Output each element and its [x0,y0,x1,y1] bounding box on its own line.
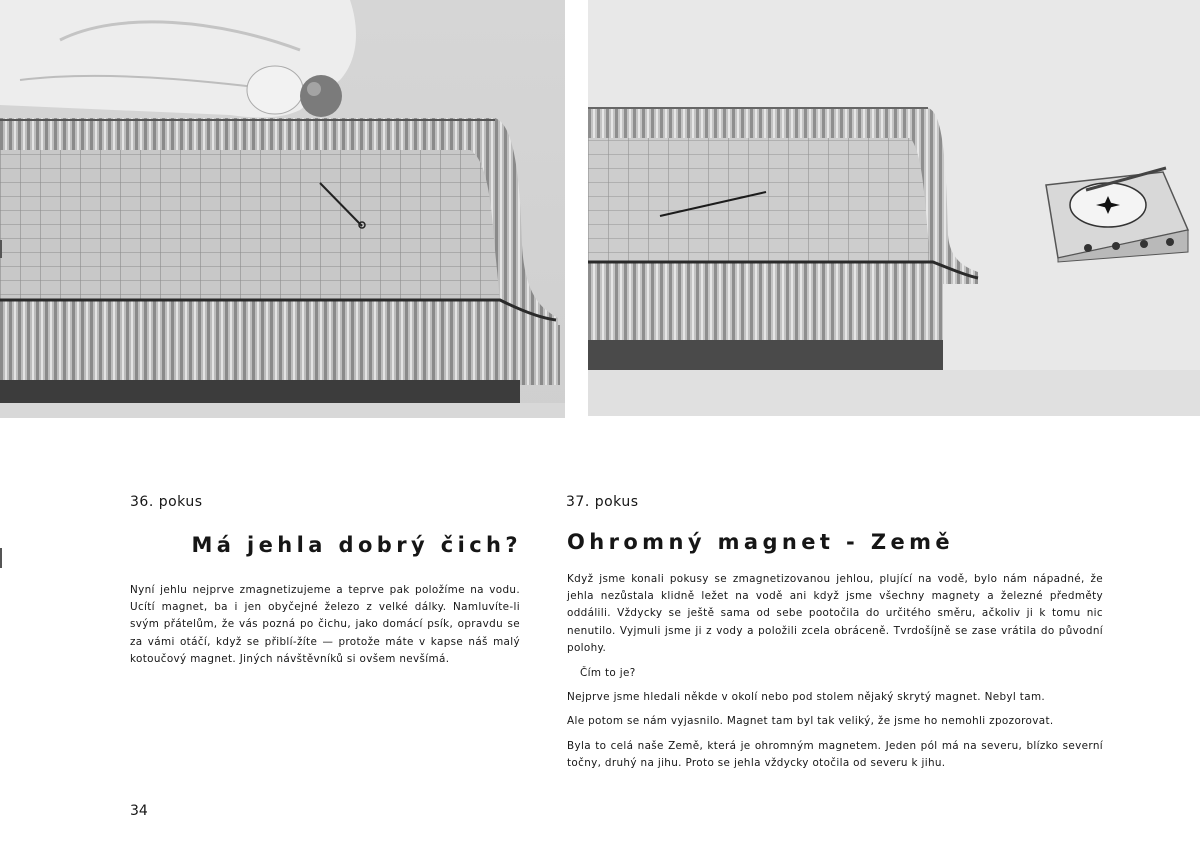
paragraph: Když jsme konali pokusy se zmagnetizovanou jehlou, plující na vodě, bylo nám nápadné, že jehla nezůstala klidně ležet na vodě ani když jsme všechny magnety a železné předměty oddálili. Vždycky se ještě sama od sebe pootočila do určitého směru, ačkoliv ji k tomu nic nenutilo. Vyjmuli jsme ji z vody a položili zcela obráceně. Tvrdošíjně se zase vrátila do původní polohy. [567,573,1103,654]
experiment-text [567,571,1103,779]
paragraph: Čím to je? [580,667,636,680]
page-number: 34 [130,803,148,819]
experiment-title: Má jehla dobrý čich? [191,533,522,557]
experiment-paragraph: Nyní jehlu nejprve zmagnetizujeme a teprve pak položíme na vodu. Ucítí magnet, ba i jen obyčejné železo z velké dálky. Namluvíte-li svým přátelům, že vás pozná po čichu, jako domácí psík, opravdu se za vámi otáčí, když se přiblí-žíte — protože máte v kapse náš malý kotoučový magnet. Jiných návštěvníků si ovšem nevšímá. [130,584,520,665]
photo-dish-with-compass [588,0,1200,416]
experiment-title: Ohromný magnet - Země [567,530,955,554]
experiment-label: 37. pokus [566,494,639,510]
paragraph: Ale potom se nám vyjasnilo. Magnet tam byl tak veliký, že jsme ho nemohli zpozorovat. [567,715,1054,728]
paragraph: Nejprve jsme hledali někde v okolí nebo pod stolem nějaký skrytý magnet. Nebyl tam. [567,691,1046,704]
page-edge-mark [0,548,2,568]
paragraph: Byla to celá naše Země, která je ohromným magnetem. Jeden pól má na severu, blízko severní točny, druhý na jihu. Proto se jehla vždycky otočila od severu k jihu. [567,739,1103,769]
experiment-label: 36. pokus [130,494,203,510]
photo-dish-with-hand [0,0,565,418]
page-edge-mark [0,240,2,258]
